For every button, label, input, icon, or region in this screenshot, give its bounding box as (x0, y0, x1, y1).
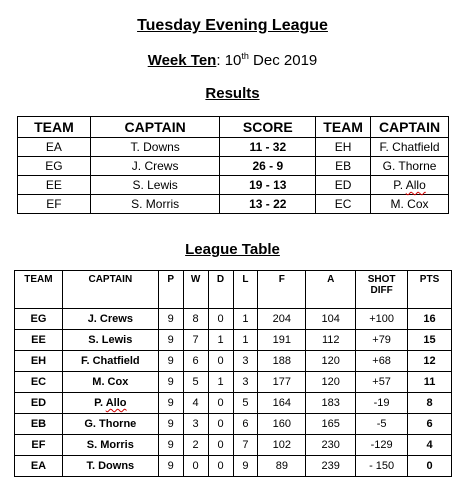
league-cell-drawn: 1 (208, 372, 233, 393)
results-cell-team-away: EC (316, 195, 371, 214)
league-header-row (15, 271, 452, 309)
league-cell-captain: S. Morris (62, 435, 158, 456)
league-cell-played: 9 (158, 456, 183, 477)
league-cell-against: 120 (306, 372, 356, 393)
league-cell-team: EH (15, 351, 63, 372)
league-row (15, 456, 452, 477)
league-row (15, 414, 452, 435)
league-cell-team: EF (15, 435, 63, 456)
week-separator: : (216, 52, 225, 69)
league-cell-won: 8 (183, 309, 208, 330)
league-cell-for: 191 (258, 330, 306, 351)
results-cell-captain-home: T. Downs (90, 138, 220, 157)
league-cell-lost: 3 (233, 351, 258, 372)
league-cell-lost: 3 (233, 372, 258, 393)
league-cell-lost: 1 (233, 309, 258, 330)
league-header-points: PTS (408, 271, 452, 309)
league-cell-points: 12 (408, 351, 452, 372)
league-cell-team: EB (15, 414, 63, 435)
league-cell-drawn: 0 (208, 435, 233, 456)
league-cell-for: 188 (258, 351, 306, 372)
spellcheck-text: Allo (405, 178, 426, 192)
league-cell-team: EA (15, 456, 63, 477)
league-cell-shot-diff: +100 (356, 309, 408, 330)
league-cell-won: 0 (183, 456, 208, 477)
league-cell-won: 2 (183, 435, 208, 456)
results-header-captain-away: CAPTAIN (371, 117, 449, 138)
results-cell-captain-away: F. Chatfield (371, 138, 449, 157)
league-cell-team: EE (15, 330, 63, 351)
league-header-drawn: D (208, 271, 233, 309)
league-table (14, 270, 452, 477)
league-cell-points: 15 (408, 330, 452, 351)
league-cell-won: 4 (183, 393, 208, 414)
league-cell-shot-diff: -129 (356, 435, 408, 456)
league-cell-played: 9 (158, 414, 183, 435)
league-cell-against: 239 (306, 456, 356, 477)
league-cell-drawn: 0 (208, 456, 233, 477)
league-header-against: A (306, 271, 356, 309)
results-cell-team-home: EG (18, 157, 91, 176)
league-cell-drawn: 0 (208, 393, 233, 414)
league-cell-played: 9 (158, 393, 183, 414)
league-cell-shot-diff: +68 (356, 351, 408, 372)
league-cell-won: 6 (183, 351, 208, 372)
league-cell-captain: S. Lewis (62, 330, 158, 351)
league-cell-points: 6 (408, 414, 452, 435)
results-heading: Results (205, 85, 260, 102)
results-cell-team-home: EF (18, 195, 91, 214)
league-cell-played: 9 (158, 330, 183, 351)
league-cell-won: 5 (183, 372, 208, 393)
league-cell-points: 4 (408, 435, 452, 456)
league-row (15, 435, 452, 456)
results-cell-captain-home: J. Crews (90, 157, 220, 176)
document-title: Tuesday Evening League (137, 17, 328, 34)
league-cell-lost: 6 (233, 414, 258, 435)
results-header-row (18, 117, 449, 138)
league-header-for: F (258, 271, 306, 309)
league-cell-for: 160 (258, 414, 306, 435)
league-cell-for: 102 (258, 435, 306, 456)
week-month-year: Dec 2019 (248, 52, 318, 69)
league-cell-lost: 1 (233, 330, 258, 351)
spellcheck-text: Allo (105, 397, 127, 409)
league-cell-drawn: 0 (208, 351, 233, 372)
league-cell-points: 11 (408, 372, 452, 393)
results-row (18, 157, 449, 176)
league-cell-captain: M. Cox (62, 372, 158, 393)
results-cell-team-home: EE (18, 176, 91, 195)
results-cell-team-away: ED (316, 176, 371, 195)
week-label: Week Ten (147, 52, 217, 69)
league-cell-against: 183 (306, 393, 356, 414)
league-cell-drawn: 0 (208, 309, 233, 330)
results-table (17, 116, 449, 214)
week-line (0, 51, 465, 69)
league-cell-team: EC (15, 372, 63, 393)
league-cell-against: 112 (306, 330, 356, 351)
league-cell-for: 89 (258, 456, 306, 477)
week-day-suffix: th (241, 51, 249, 61)
results-cell-captain-away: M. Cox (371, 195, 449, 214)
results-cell-score: 26 - 9 (220, 157, 316, 176)
league-cell-points: 8 (408, 393, 452, 414)
league-cell-played: 9 (158, 351, 183, 372)
league-row (15, 372, 452, 393)
league-cell-lost: 7 (233, 435, 258, 456)
league-header-shot-diff: SHOT DIFF (356, 271, 408, 309)
league-cell-lost: 9 (233, 456, 258, 477)
league-cell-captain: T. Downs (62, 456, 158, 477)
league-cell-lost: 5 (233, 393, 258, 414)
league-header-team: TEAM (15, 271, 63, 309)
results-header-team: TEAM (18, 117, 91, 138)
league-cell-against: 165 (306, 414, 356, 435)
league-cell-captain: P. Allo (62, 393, 158, 414)
league-cell-played: 9 (158, 372, 183, 393)
week-day: 10 (224, 52, 242, 69)
league-cell-shot-diff: -5 (356, 414, 408, 435)
league-cell-captain: G. Thorne (62, 414, 158, 435)
results-row (18, 138, 449, 157)
results-cell-captain-away: P. Allo (371, 176, 449, 195)
results-cell-score: 11 - 32 (220, 138, 316, 157)
league-row (15, 309, 452, 330)
league-row (15, 330, 452, 351)
results-cell-team-home: EA (18, 138, 91, 157)
results-row (18, 195, 449, 214)
league-cell-played: 9 (158, 435, 183, 456)
league-cell-for: 204 (258, 309, 306, 330)
league-cell-for: 164 (258, 393, 306, 414)
league-cell-against: 104 (306, 309, 356, 330)
league-cell-against: 120 (306, 351, 356, 372)
league-cell-drawn: 0 (208, 414, 233, 435)
results-cell-score: 19 - 13 (220, 176, 316, 195)
results-cell-captain-home: S. Morris (90, 195, 220, 214)
results-header-captain: CAPTAIN (90, 117, 220, 138)
league-cell-points: 16 (408, 309, 452, 330)
league-cell-team: EG (15, 309, 63, 330)
league-header-won: W (183, 271, 208, 309)
league-cell-played: 9 (158, 309, 183, 330)
league-cell-team: ED (15, 393, 63, 414)
league-table-heading: League Table (185, 241, 280, 258)
league-row (15, 351, 452, 372)
league-header-lost: L (233, 271, 258, 309)
league-header-captain: CAPTAIN (62, 271, 158, 309)
results-header-team-away: TEAM (316, 117, 371, 138)
league-cell-points: 0 (408, 456, 452, 477)
league-cell-against: 230 (306, 435, 356, 456)
league-cell-shot-diff: +57 (356, 372, 408, 393)
league-cell-won: 7 (183, 330, 208, 351)
league-cell-shot-diff: -19 (356, 393, 408, 414)
league-cell-captain: F. Chatfield (62, 351, 158, 372)
results-cell-team-away: EH (316, 138, 371, 157)
results-row (18, 176, 449, 195)
league-header-played: P (158, 271, 183, 309)
results-cell-team-away: EB (316, 157, 371, 176)
league-cell-shot-diff: - 150 (356, 456, 408, 477)
results-cell-score: 13 - 22 (220, 195, 316, 214)
results-cell-captain-away: G. Thorne (371, 157, 449, 176)
results-cell-captain-home: S. Lewis (90, 176, 220, 195)
league-cell-for: 177 (258, 372, 306, 393)
league-cell-won: 3 (183, 414, 208, 435)
league-cell-captain: J. Crews (62, 309, 158, 330)
league-row (15, 393, 452, 414)
league-cell-shot-diff: +79 (356, 330, 408, 351)
league-cell-drawn: 1 (208, 330, 233, 351)
results-header-score: SCORE (220, 117, 316, 138)
